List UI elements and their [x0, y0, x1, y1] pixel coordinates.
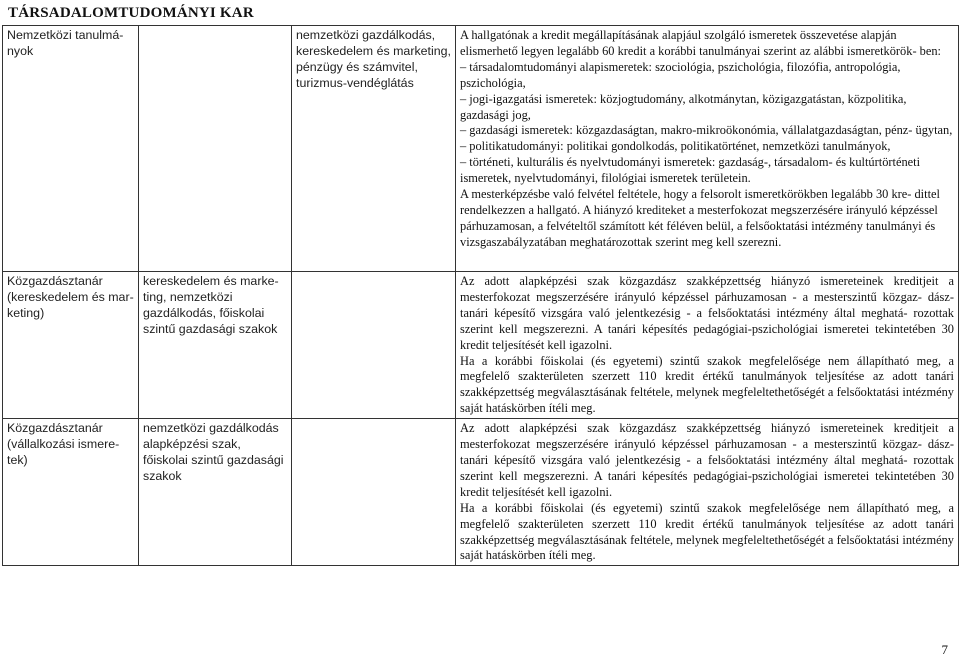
table-row [3, 419, 959, 566]
related-fields-cell [292, 419, 456, 566]
requirements-table [2, 25, 959, 566]
program-name-cell: Nemzetközi tanulmá- nyok [3, 26, 139, 272]
program-name-cell: Közgazdásztanár (vállalkozási ismere- tek) [3, 419, 139, 566]
table-row [3, 272, 959, 419]
conditions-item: – jogi-igazgatási ismeretek: közjogtudomány, alkotmánytan, közigazgatástan, közpolitika, gazdasági jog, [460, 91, 907, 122]
related-fields-cell: nemzetközi gazdálkodás, kereskedelem és marketing, pénzügy és számvitel, turizmus-vendéglátás [292, 26, 456, 272]
conditions-intro: A hallgatónak a kredit megállapításának alapjául szolgáló ismeretek összevetése alapján elismerhető legyen legalább 60 kredit a korábbi tanulmányai szerint az alábbi ismeretkörök- ben: [460, 28, 941, 58]
conditions-cell [456, 272, 959, 419]
table-row [3, 26, 959, 272]
conditions-cell [456, 419, 959, 566]
program-name-cell: Közgazdásztanár (kereskedelem és mar- keting) [3, 272, 139, 419]
conditions-item: – társadalomtudományi alapismeretek: szociológia, pszichológia, filozófia, antropológia, pszichológia, [460, 59, 901, 90]
page-number: 7 [941, 642, 948, 657]
conditions-paragraph: Ha a korábbi főiskolai (és egyetemi) szintű szakok megfelelősége nem állapítható meg, a megfelelő szakterületen szerzett 110 kredit értékű tanulmányok teljesítése az adott tanári szakképzettség megválasztásának feltétele, melynek megfeleltethetőségét a felsőoktatási intézmény saját hatáskörben ítéli meg. [460, 500, 954, 563]
prior-studies-cell: kereskedelem és marke- ting, nemzetközi gazdálkodás, főiskolai szintű gazdasági szakok [139, 272, 292, 419]
conditions-cell [456, 26, 959, 272]
conditions-item: – történeti, kulturális és nyelvtudományi ismeretek: gazdaság-, társadalom- és kultúrtörténeti ismeretek, nyelvtudományi, filológiai ismeretek területein. [460, 155, 921, 186]
conditions-item: – politikatudományi: politikai gondolkodás, politikatörténet, nemzetközi tanulmányok, [460, 139, 891, 154]
conditions-paragraph: Az adott alapképzési szak közgazdász szakképzettség hiányzó ismereteinek kreditjeit a mesterfokozat megszerzésére irányuló képzéssel párhuzamosan - a mesterszintű közgaz- dász-tanári képesítő vizsgára való jelentkezésig - a felsőoktatási intézmény által meghatá- rozottak szerint kell megszerezni. A tanári képesítés pedagógiai-pszichológiai ismeretei tekintetében 30 kredit teljesítését kell igazolni. [460, 421, 954, 499]
related-fields-cell [292, 272, 456, 419]
page-heading: TÁRSADALOMTUDOMÁNYI KAR [8, 5, 254, 21]
prior-studies-cell [139, 26, 292, 272]
prior-studies-cell: nemzetközi gazdálkodás alapképzési szak, főiskolai szintű gazdasági szakok [139, 419, 292, 566]
conditions-paragraph: Az adott alapképzési szak közgazdász szakképzettség hiányzó ismereteinek kreditjeit a mesterfokozat megszerzésére irányuló képzéssel párhuzamosan - a mesterszintű közgaz- dász-tanári képesítő vizsgára való jelentkezésig - a felsőoktatási intézmény által meghatá- rozottak szerint kell megszerezni. A tanári képesítés pedagógiai-pszichológiai ismeretei tekintetében 30 kredit teljesítését kell igazolni. [460, 274, 954, 352]
conditions-closing: A mesterképzésbe való felvétel feltétele, hogy a felsorolt ismeretkörökben legalább 30 kre- dittel rendelkezzen a hallgató. A hiányzó krediteket a mesterfokozat megszerzésére irányuló képzéssel párhuzamosan, a felvételtől számított két féléven belül, a felsőoktatási intézmény tanulmányi és vizsgaszabályzatában meghatározottak szerint meg kell szerezni. [460, 187, 940, 249]
conditions-paragraph: Ha a korábbi főiskolai (és egyetemi) szintű szakok megfelelősége nem állapítható meg, a megfelelő szakterületen szerzett 110 kredit értékű tanulmányok teljesítése az adott tanári szakképzettség megválasztásának feltétele, melynek megfeleltethetőségét a felsőoktatási intézmény saját hatáskörben ítéli meg. [460, 353, 954, 416]
conditions-item: – gazdasági ismeretek: közgazdaságtan, makro-mikroökonómia, vállalatgazdaságtan, pénz- ügytan, [460, 123, 953, 138]
